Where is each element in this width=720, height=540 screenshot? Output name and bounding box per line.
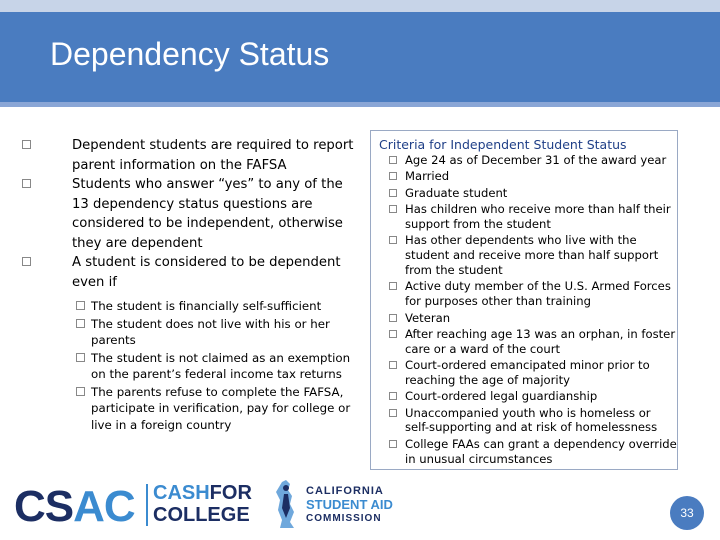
commission-line-2: STUDENT AID <box>306 497 393 512</box>
top-strip <box>0 0 720 12</box>
checkbox-bullet-icon <box>76 387 85 396</box>
csac-logo <box>14 482 135 532</box>
sub-bullet-text: The parents refuse to complete the FAFSA, participate in verification, pay for college or live in a foreign country <box>91 384 351 432</box>
criteria-text: Active duty member of the U.S. Armed Forces for purposes other than training <box>405 279 671 309</box>
criteria-text: Court-ordered legal guardianship <box>405 389 598 404</box>
checkbox-bullet-icon <box>389 236 397 244</box>
logo-divider <box>146 484 148 526</box>
header-divider <box>0 102 720 107</box>
criteria-list <box>389 153 677 468</box>
checkbox-bullet-icon <box>76 319 85 328</box>
checkbox-bullet-icon <box>22 257 31 266</box>
footer <box>0 470 720 540</box>
bullet-item <box>14 253 356 292</box>
cash-for-college-logo <box>153 482 252 526</box>
criteria-item <box>389 437 677 467</box>
criteria-text: Age 24 as of December 31 of the award year <box>405 153 667 167</box>
slide-header <box>0 12 720 102</box>
checkbox-bullet-icon <box>76 301 85 310</box>
criteria-item <box>389 153 677 168</box>
sub-bullet-text: The student does not live with his or her parents <box>91 316 330 347</box>
bullet-text: Students who answer “yes” to any of the 13 dependency status questions are considered to be independent, otherwise they are dependent <box>72 177 343 251</box>
criteria-item <box>389 389 677 404</box>
criteria-text: Veteran <box>405 310 451 325</box>
checkbox-bullet-icon <box>389 282 397 290</box>
sub-bullet-text: The student is not claimed as an exemption on the parent’s federal income tax returns <box>91 350 351 381</box>
cash-for-line <box>153 482 252 504</box>
page-number-badge: 33 <box>670 496 704 530</box>
checkbox-bullet-icon <box>389 330 397 338</box>
bullet-item <box>14 136 356 175</box>
criteria-text: Married <box>405 169 450 184</box>
commission-line-3: COMMISSION <box>306 513 382 524</box>
criteria-item <box>389 327 677 357</box>
california-bear-icon <box>268 478 304 530</box>
criteria-text: Has children who receive more than half their support from the student <box>405 202 671 231</box>
bullet-text: Dependent students are required to report parent information on the FAFSA <box>72 138 354 173</box>
criteria-item <box>389 279 677 309</box>
csac-logo-part1: CS <box>14 482 74 531</box>
csac-commission-logo <box>306 484 393 526</box>
for-word: FOR <box>209 482 252 504</box>
checkbox-bullet-icon <box>22 140 31 149</box>
bullet-item <box>14 175 356 253</box>
criteria-item <box>389 358 677 388</box>
criteria-text: College FAAs can grant a dependency override in unusual circumstances <box>405 436 677 466</box>
criteria-panel <box>370 130 678 470</box>
criteria-text: Court-ordered emancipated minor prior to reaching the age of majority <box>405 358 650 387</box>
criteria-item <box>389 406 677 436</box>
criteria-text: Graduate student <box>405 185 508 200</box>
checkbox-bullet-icon <box>389 409 397 417</box>
commission-line-1: CALIFORNIA <box>306 485 384 497</box>
csac-logo-part2: AC <box>73 482 135 531</box>
criteria-item <box>389 233 677 277</box>
cash-word: CASH <box>153 482 210 504</box>
criteria-text: After reaching age 13 was an orphan, in foster care or a ward of the court <box>405 326 676 356</box>
criteria-title: Criteria for Independent Student Status <box>379 137 627 152</box>
sub-bullet-item <box>14 298 356 315</box>
checkbox-bullet-icon <box>389 440 397 448</box>
checkbox-bullet-icon <box>389 189 397 197</box>
checkbox-bullet-icon <box>389 314 397 322</box>
sub-bullet-item <box>14 316 356 349</box>
checkbox-bullet-icon <box>389 156 397 164</box>
criteria-item <box>389 186 677 201</box>
slide-title: Dependency Status <box>50 36 330 72</box>
checkbox-bullet-icon <box>389 205 397 213</box>
left-column <box>14 136 356 434</box>
criteria-text: Unaccompanied youth who is homeless or self-supporting and at risk of homelessness <box>405 405 658 435</box>
checkbox-bullet-icon <box>389 392 397 400</box>
sub-bullet-item <box>14 350 356 383</box>
criteria-item <box>389 311 677 326</box>
criteria-text: Has other dependents who live with the student and receive more than half support from the student <box>405 233 659 277</box>
checkbox-bullet-icon <box>389 361 397 369</box>
checkbox-bullet-icon <box>76 353 85 362</box>
sub-bullet-text: The student is financially self-sufficient <box>91 299 322 313</box>
sub-bullet-list <box>14 298 356 433</box>
checkbox-bullet-icon <box>389 172 397 180</box>
criteria-item <box>389 169 677 184</box>
checkbox-bullet-icon <box>22 179 31 188</box>
criteria-item <box>389 202 677 232</box>
college-line: COLLEGE <box>153 504 250 526</box>
bullet-text: A student is considered to be dependent even if <box>72 255 341 290</box>
sub-bullet-item <box>14 384 356 434</box>
